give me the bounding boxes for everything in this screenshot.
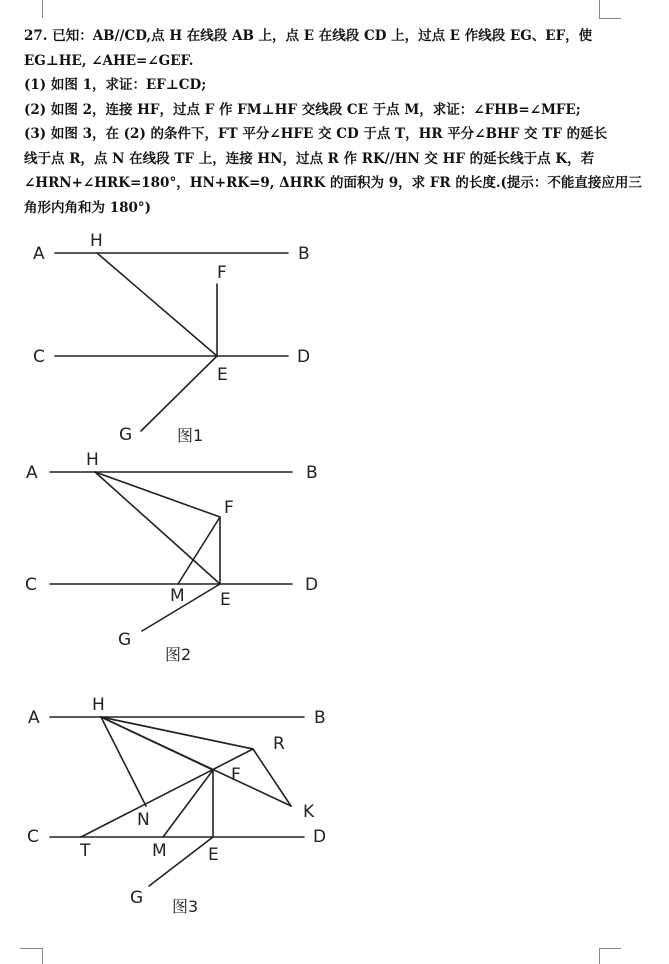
label-B: B (306, 463, 318, 483)
label-F: F (231, 765, 241, 785)
label-G: G (118, 630, 132, 650)
label-E: E (208, 845, 219, 865)
figure-3 (0, 690, 669, 930)
label-C: C (33, 347, 45, 367)
crop-mark-top-left (42, 0, 43, 18)
line-HE (101, 717, 213, 770)
label-H: H (86, 450, 99, 470)
figure-1 (0, 220, 669, 450)
problem-part-1: (1) 如图 1，求证：EF⊥CD; (24, 77, 207, 93)
label-A: A (26, 463, 38, 483)
label-M: M (152, 841, 167, 861)
line-FM (178, 517, 220, 584)
label-R: R (273, 734, 285, 754)
line-HE (97, 253, 217, 356)
label-F: F (224, 498, 234, 518)
label-D: D (313, 827, 327, 847)
label-B: B (298, 244, 310, 264)
problem-intro: 27. 已知：AB//CD,点 H 在线段 AB 上，点 E 在线段 CD 上，过点 E 作线段 EG、EF，使 (24, 28, 593, 44)
crop-mark-top-right (599, 0, 600, 18)
problem-number: 27. (24, 28, 48, 44)
label-D: D (297, 347, 311, 367)
crop-mark-bottom-left (42, 948, 43, 964)
figure-3-caption: 图3 (172, 897, 199, 916)
problem-intro-2: EG⊥HE, ∠AHE=∠GEF. (24, 52, 194, 69)
label-C: C (25, 575, 37, 595)
figure-1-caption: 图1 (177, 426, 204, 445)
label-C: C (27, 827, 39, 847)
crop-mark-bottom-right-h (599, 948, 621, 949)
label-E: E (217, 365, 228, 385)
label-G: G (119, 425, 133, 445)
line-TR (81, 749, 253, 837)
label-H: H (90, 231, 103, 251)
line-FM (163, 770, 213, 837)
line-HE (95, 472, 220, 584)
label-A: A (33, 244, 45, 264)
problem-part-3-line-3: ∠HRN+∠HRK=180°，HN+RK=9, ΔHRK 的面积为 9，求 FR 的长度.(提示：不能直接应用三 (24, 175, 642, 191)
label-E: E (220, 590, 231, 610)
line-HN (101, 717, 146, 806)
label-H: H (92, 695, 105, 715)
label-A: A (28, 708, 40, 728)
problem-part-2: (2) 如图 2，连接 HF，过点 F 作 FM⊥HF 交线段 CE 于点 M，求证：∠FHB=∠MFE; (24, 101, 581, 118)
problem-part-3-line-1: (3) 如图 3，在 (2) 的条件下，FT 平分∠HFE 交 CD 于点 T，HR 平分∠BHF 交 TF 的延长 (24, 126, 608, 142)
label-B: B (314, 708, 326, 728)
problem-part-3-line-4: 角形内角和为 180°) (24, 199, 152, 216)
label-F: F (217, 263, 227, 283)
line-HR (101, 717, 253, 749)
crop-mark-bottom-left-h (20, 948, 42, 949)
label-N: N (137, 810, 150, 830)
figure-2-caption: 图2 (165, 645, 192, 664)
label-D: D (305, 575, 319, 595)
label-K: K (303, 802, 315, 822)
line-EG (141, 356, 217, 431)
line-HF (95, 472, 220, 517)
crop-mark-top-right-h (599, 18, 621, 19)
problem-text (24, 24, 650, 220)
label-G: G (130, 888, 144, 908)
label-T: T (80, 841, 91, 861)
crop-mark-bottom-right (599, 948, 600, 964)
label-M: M (170, 586, 185, 606)
problem-part-3-line-2: 线于点 R，点 N 在线段 TF 上，连接 HN，过点 R 作 RK//HN 交 HF 的延长线于点 K，若 (24, 150, 595, 167)
figure-2 (0, 445, 669, 670)
